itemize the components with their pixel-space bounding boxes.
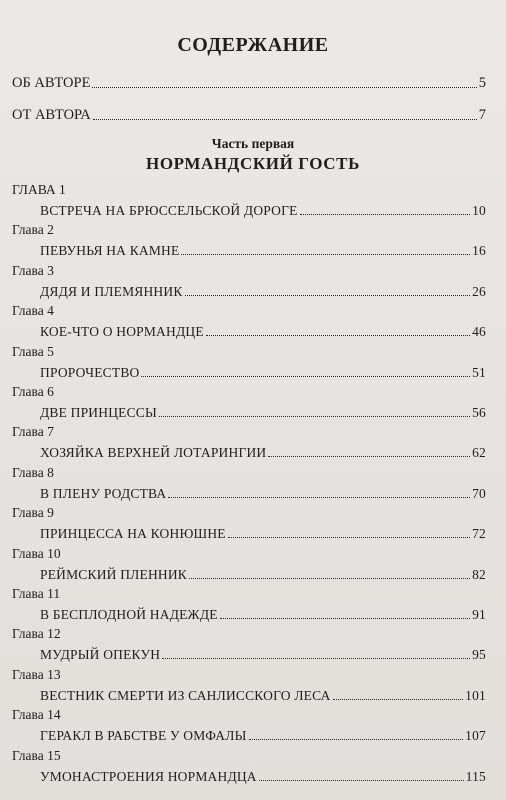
chapter-title: ПРОРОЧЕСТВО bbox=[40, 364, 140, 380]
dot-leader bbox=[333, 698, 464, 700]
toc-entry-page: 7 bbox=[478, 107, 486, 123]
chapter-number: Глава 7 bbox=[12, 424, 54, 440]
chapter-title: ДЯДЯ И ПЛЕМЯННИК bbox=[40, 283, 183, 299]
toc-entry-from-author[interactable] bbox=[12, 102, 486, 124]
chapter-page: 107 bbox=[465, 728, 486, 744]
dot-leader bbox=[185, 294, 471, 296]
chapter-title: ПРИНЦЕССА НА КОНЮШНЕ bbox=[40, 526, 226, 542]
chapter-title: МУДРЫЙ ОПЕКУН bbox=[40, 647, 161, 663]
chapter-entry[interactable] bbox=[40, 401, 486, 421]
toc-entry-label: ОТ АВТОРА bbox=[12, 107, 91, 123]
chapter-page: 101 bbox=[465, 687, 486, 703]
part-label: Часть первая bbox=[211, 136, 295, 151]
chapter-entry[interactable] bbox=[40, 482, 486, 502]
chapter-number: Глава 4 bbox=[12, 303, 54, 319]
chapter-entry[interactable] bbox=[40, 724, 486, 744]
dot-leader bbox=[92, 86, 476, 88]
chapter-entry[interactable] bbox=[40, 441, 486, 461]
chapter-page: 10 bbox=[472, 203, 486, 218]
chapter-number: Глава 9 bbox=[12, 505, 54, 521]
chapter-page: 26 bbox=[472, 283, 486, 299]
chapter-number: Глава 6 bbox=[12, 384, 54, 399]
chapter-entry[interactable] bbox=[40, 280, 486, 300]
chapter-entry[interactable] bbox=[40, 684, 486, 704]
dot-leader bbox=[162, 657, 470, 659]
chapter-number: Глава 8 bbox=[12, 464, 54, 480]
chapter-number: Глава 14 bbox=[12, 707, 61, 723]
chapter-entry[interactable] bbox=[40, 361, 486, 381]
chapter-number: Глава 13 bbox=[12, 666, 61, 682]
chapter-number: Глава 15 bbox=[12, 747, 61, 763]
dot-leader bbox=[220, 617, 470, 619]
chapter-entry[interactable] bbox=[40, 522, 486, 542]
chapter-number: ГЛАВА 1 bbox=[12, 182, 66, 197]
chapter-page: 70 bbox=[472, 485, 486, 501]
dot-leader bbox=[93, 118, 477, 120]
chapter-number: Глава 5 bbox=[12, 343, 54, 359]
chapter-title: ПЕВУНЬЯ НА КАМНЕ bbox=[40, 243, 180, 259]
chapter-number: Глава 12 bbox=[12, 626, 61, 642]
chapter-page: 115 bbox=[465, 768, 486, 784]
chapter-title: ВСТРЕЧА НА БРЮССЕЛЬСКОЙ ДОРОГЕ bbox=[40, 203, 298, 218]
dot-leader bbox=[141, 375, 470, 377]
chapter-entry[interactable] bbox=[40, 320, 486, 340]
chapter-entry[interactable] bbox=[40, 765, 486, 785]
toc-entry-about-author[interactable] bbox=[12, 70, 486, 92]
chapter-title: ХОЗЯЙКА ВЕРХНЕЙ ЛОТАРИНГИИ bbox=[40, 445, 267, 461]
chapter-entry[interactable] bbox=[40, 643, 486, 663]
dot-leader bbox=[189, 577, 470, 579]
dot-leader bbox=[206, 334, 470, 336]
chapter-page: 82 bbox=[472, 566, 486, 582]
dot-leader bbox=[159, 415, 470, 417]
chapter-title: В ПЛЕНУ РОДСТВА bbox=[40, 485, 167, 501]
chapter-entry[interactable] bbox=[40, 199, 486, 219]
dot-leader bbox=[300, 213, 471, 215]
dot-leader bbox=[268, 455, 470, 457]
chapter-number: Глава 2 bbox=[12, 222, 54, 238]
part-name: НОРМАНДСКИЙ ГОСТЬ bbox=[146, 154, 360, 173]
chapter-title: ВЕСТНИК СМЕРТИ ИЗ САНЛИССКОГО ЛЕСА bbox=[40, 687, 331, 703]
chapter-title: ДВЕ ПРИНЦЕССЫ bbox=[40, 405, 157, 420]
chapter-page: 51 bbox=[472, 364, 486, 380]
chapter-page: 91 bbox=[472, 607, 486, 622]
chapter-entry[interactable] bbox=[40, 239, 486, 259]
chapter-page: 62 bbox=[472, 445, 486, 461]
page-title: СОДЕРЖАНИЕ bbox=[177, 34, 329, 56]
dot-leader bbox=[181, 253, 470, 255]
toc-entry-page: 5 bbox=[478, 75, 486, 91]
chapter-entry[interactable] bbox=[40, 563, 486, 583]
dot-leader bbox=[228, 536, 470, 538]
chapter-number: Глава 10 bbox=[12, 545, 61, 561]
chapter-number: Глава 3 bbox=[12, 262, 54, 278]
chapter-page: 16 bbox=[472, 243, 486, 259]
chapter-page: 72 bbox=[472, 526, 486, 542]
chapter-page: 56 bbox=[472, 405, 486, 420]
chapter-title: В БЕСПЛОДНОЙ НАДЕЖДЕ bbox=[40, 607, 218, 622]
chapter-page: 46 bbox=[472, 324, 486, 340]
chapter-entry[interactable] bbox=[40, 603, 486, 623]
chapter-page: 95 bbox=[472, 647, 486, 663]
chapter-title: РЕЙМСКИЙ ПЛЕННИК bbox=[40, 566, 187, 582]
chapter-title: УМОНАСТРОЕНИЯ НОРМАНДЦА bbox=[40, 768, 257, 784]
dot-leader bbox=[259, 779, 464, 781]
chapter-title: ГЕРАКЛ В РАБСТВЕ У ОМФАЛЫ bbox=[40, 728, 247, 744]
chapter-number: Глава 11 bbox=[12, 586, 61, 601]
dot-leader bbox=[249, 738, 464, 740]
dot-leader bbox=[168, 496, 470, 498]
toc-entry-label: ОБ АВТОРЕ bbox=[12, 75, 91, 91]
chapter-title: КОЕ-ЧТО О НОРМАНДЦЕ bbox=[40, 324, 204, 340]
